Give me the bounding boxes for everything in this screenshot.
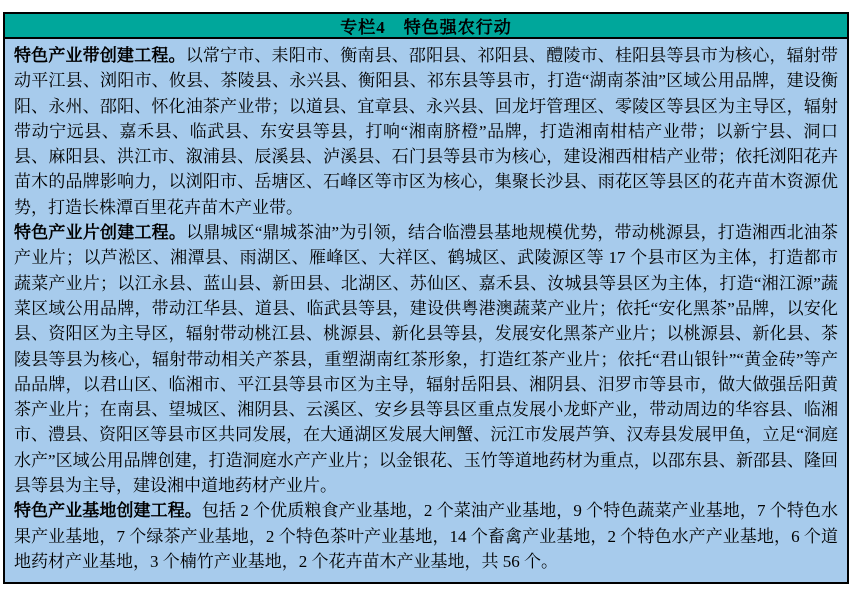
paragraph-industry-base-text: 包括 2 个优质粮食产业基地，2 个菜油产业基地，9 个特色蔬菜产业基地，7 个特色水果产业基地，7 个绿茶产业基地，2 个特色茶叶产业基地，14 个畜禽产业基地，2 个特色水产产业基地，6 个道地药材产业基地，3 个楠竹产业基地，2 个花卉苗木产业基地，共 56 个。 (14, 501, 839, 571)
feature-column-panel (3, 12, 849, 584)
paragraph-industry-area-lead: 特色产业片创建工程。 (14, 223, 187, 243)
panel-title: 专栏4 特色强农行动 (340, 18, 512, 37)
paragraph-industry-belt (14, 43, 838, 220)
paragraph-industry-base-lead: 特色产业基地创建工程。 (14, 501, 202, 521)
panel-body (5, 39, 847, 582)
paragraph-industry-belt-text: 以常宁市、耒阳市、衡南县、邵阳县、祁阳县、醴陵市、桂阳县等县市为核心，辐射带动平江县、浏阳市、攸县、茶陵县、永兴县、衡阳县、祁东县等县市，打造“湖南茶油”区域公用品牌，建设衡阳、永州、邵阳、怀化油茶产业带；以道县、宜章县、永兴县、回龙圩管理区、零陵区等县区为主导区，辐射带动宁远县、嘉禾县、临武县、东安县等县，打响“湘南脐橙”品牌，打造湘南柑桔产业带；以新宁县、洞口县、麻阳县、洪江市、溆浦县、辰溪县、泸溪县、石门县等县市为核心，建设湘西柑桔产业带；依托浏阳花卉苗木的品牌影响力，以浏阳市、岳塘区、石峰区等市区为核心，集聚长沙县、雨花区等县区的花卉苗木资源优势，打造长株潭百里花卉苗木产业带。 (14, 46, 838, 217)
paragraph-industry-area-text: 以鼎城区“鼎城茶油”为引领，结合临澧县基地规模优势，带动桃源县，打造湘西北油茶产业片；以芦淞区、湘潭县、雨湖区、雁峰区、大祥区、鹤城区、武陵源区等 17 个县市区为主体，打造都市蔬菜产业片；以江永县、蓝山县、新田县、北湖区、苏仙区、嘉禾县、汝城县等县区为主体，打造“湘江源”蔬菜区域公用品牌，带动江华县、道县、临武县等县，建设供粤港澳蔬菜产业片；依托“安化黑茶”品牌，以安化县、资阳区为主导区，辐射带动桃江县、桃源县、新化县等县，发展安化黑茶产业片；以桃源县、新化县、茶陵县等县为核心，辐射带动相关产茶县，重塑湖南红茶形象，打造红茶产业片；依托“君山银针”“黄金砖”等产品品牌，以君山区、临湘市、平江县等县市区为主导，辐射岳阳县、湘阴县、汨罗市等县市，做大做强岳阳黄茶产业片；在南县、望城区、湘阴县、云溪区、安乡县等县区重点发展小龙虾产业，带动周边的华容县、临湘市、澧县、资阳区等县市区共同发展，在大通湖区发展大闸蟹、沅江市发展芦笋、汉寿县发展甲鱼，立足“洞庭水产”区域公用品牌创建，打造洞庭水产产业片；以金银花、玉竹等道地药材为重点，以邵东县、新邵县、隆回县等县为主导，建设湘中道地药材产业片。 (14, 223, 839, 496)
paragraph-industry-base (14, 498, 838, 574)
paragraph-industry-area (14, 220, 838, 498)
panel-header (5, 14, 847, 39)
paragraph-industry-belt-lead: 特色产业带创建工程。 (14, 46, 186, 65)
